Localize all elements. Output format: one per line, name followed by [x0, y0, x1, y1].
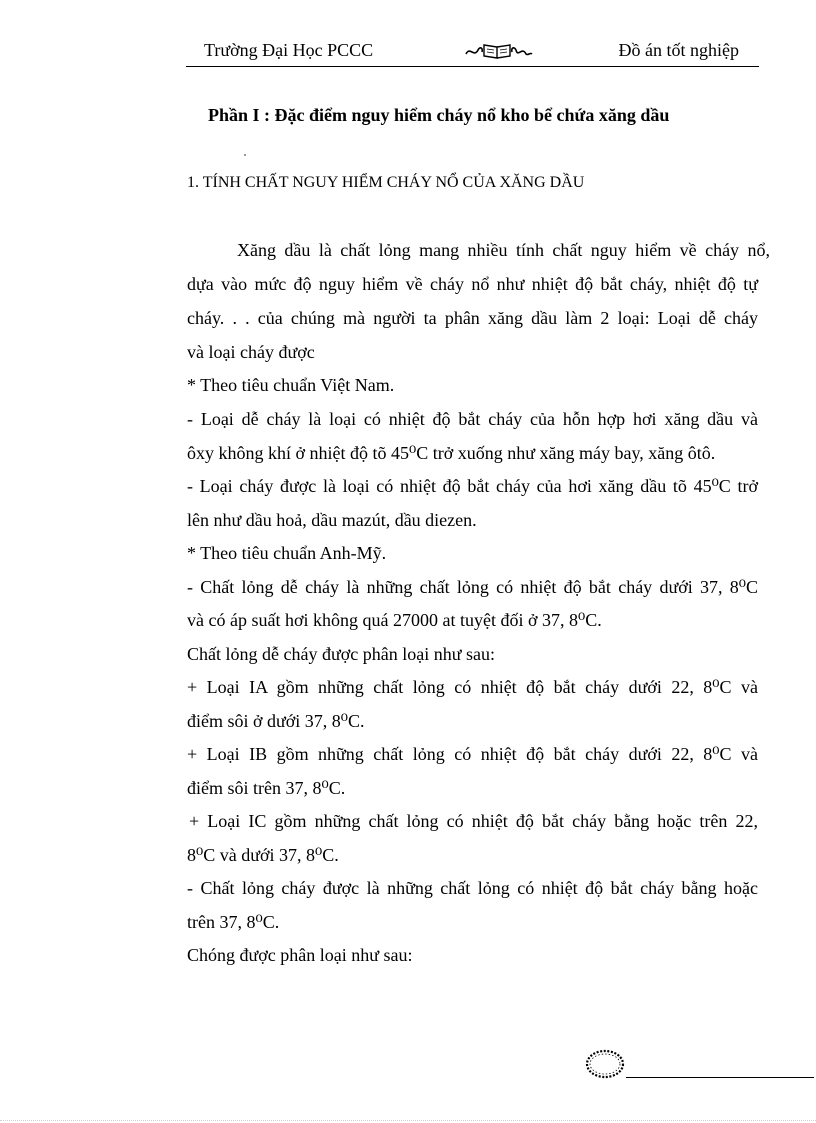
- wreath-ornament-icon: [583, 1046, 627, 1082]
- part-title: Phần I : Đặc điểm nguy hiểm cháy nổ kho bể chứa xăng dầu: [208, 105, 670, 125]
- book-ornament-icon: [464, 42, 534, 60]
- paragraph-line: * Theo tiêu chuẩn Việt Nam.: [187, 375, 395, 395]
- paragraph-line: lên như dầu hoả, dầu mazút, dầu diezen.: [187, 510, 477, 530]
- paragraph-line: dựa vào mức độ nguy hiểm về cháy nổ như nhiệt độ bắt cháy, nhiệt độ tự: [187, 274, 758, 294]
- paragraph-line: - Chất lỏng cháy được là những chất lỏng có nhiệt độ bắt cháy bằng hoặc: [187, 878, 758, 898]
- paragraph-line: cháy. . . của chúng mà người ta phân xăng dầu làm 2 loại: Loại dễ cháy: [187, 308, 758, 328]
- paragraph-line: + Loại IC gồm những chất lỏng có nhiệt độ bắt cháy bằng hoặc trên 22,: [189, 811, 758, 831]
- paragraph-line: điểm sôi trên 37, 8⁰C.: [187, 778, 346, 798]
- paragraph-line: 8⁰C và dưới 37, 8⁰C.: [187, 845, 339, 865]
- header-doc-type: Đồ án tốt nghiệp: [618, 40, 739, 60]
- paragraph-line: ôxy không khí ở nhiệt độ tõ 45⁰C trở xuống như xăng máy bay, xăng ôtô.: [187, 443, 716, 463]
- paragraph-line: * Theo tiêu chuẩn Anh-Mỹ.: [187, 543, 387, 563]
- paragraph-line: và có áp suất hơi không quá 27000 at tuyệt đối ở 37, 8⁰C.: [187, 610, 602, 630]
- page-bottom-border: [0, 1120, 816, 1121]
- stray-dot: [244, 154, 246, 156]
- paragraph-line: điểm sôi ở dưới 37, 8⁰C.: [187, 711, 365, 731]
- paragraph-line: - Chất lỏng dễ cháy là những chất lỏng có nhiệt độ bắt cháy dưới 37, 8⁰C: [187, 577, 758, 597]
- paragraph-line: Chóng được phân loại như sau:: [187, 945, 413, 965]
- paragraph-line: Xăng dầu là chất lỏng mang nhiều tính chất nguy hiểm về cháy nổ,: [237, 240, 770, 260]
- paragraph-line: - Loại dễ cháy là loại có nhiệt độ bắt cháy của hỗn hợp hơi xăng dầu và: [187, 409, 758, 429]
- section-heading: 1. TÍNH CHẤT NGUY HIỂM CHÁY NỔ CỦA XĂNG DẦU: [187, 174, 585, 191]
- paragraph-line: - Loại cháy được là loại có nhiệt độ bắt cháy của hơi xăng dầu tõ 45⁰C trở: [187, 476, 758, 496]
- page-header: [186, 36, 759, 67]
- paragraph-line: và loại cháy được: [187, 342, 315, 362]
- paragraph-line: + Loại IA gồm những chất lỏng có nhiệt độ bắt cháy dưới 22, 8⁰C và: [187, 677, 758, 697]
- paragraph-line: Chất lỏng dễ cháy được phân loại như sau:: [187, 644, 495, 664]
- footer-rule: [626, 1077, 814, 1078]
- paragraph-line: + Loại IB gồm những chất lỏng có nhiệt độ bắt cháy dưới 22, 8⁰C và: [187, 744, 758, 764]
- paragraph-line: trên 37, 8⁰C.: [187, 912, 280, 932]
- header-school-name: Trường Đại Học PCCC: [204, 40, 374, 60]
